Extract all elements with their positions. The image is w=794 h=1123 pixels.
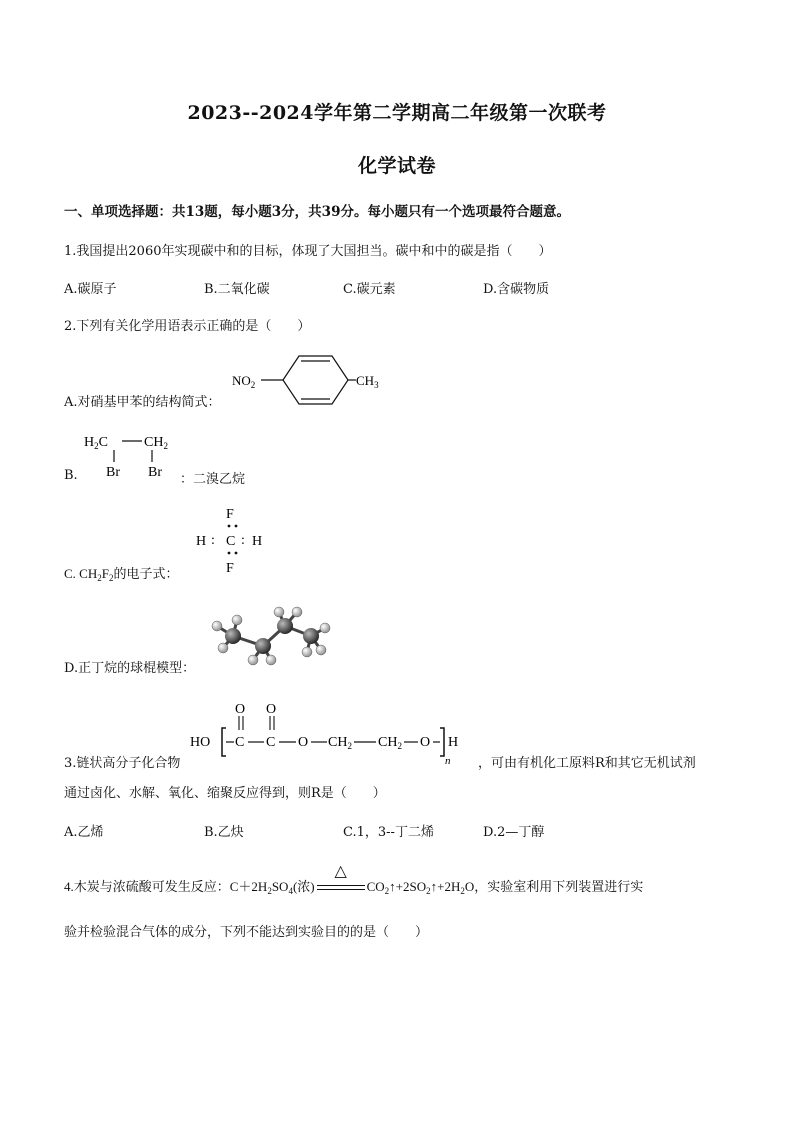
terminal-hydrogen-label: H (448, 735, 459, 750)
question-3-option-b: B.乙炔 (204, 825, 244, 840)
question-2-option-b-suffix: ：二溴乙烷 (180, 472, 246, 487)
fluorine-label: F (226, 507, 234, 522)
question-1-option-c: C.碳元素 (343, 282, 396, 297)
ch2-left-label: $H_2C$ (84, 435, 108, 451)
electron-pair-right: : (241, 533, 245, 548)
question-3-option-d: D.2—丁醇 (483, 825, 545, 840)
question-1-option-b: B.二氧化碳 (204, 282, 270, 297)
question-4-equation-line: 4.木炭与浓硫酸可发生反应：$C+2H_2SO_4$(浓) △ $CO_2↑+2SO_2↑+2H_2O$，实验室利用下列装置进行实 (64, 863, 644, 896)
carbonyl-carbon-label: C (266, 735, 276, 750)
ether-oxygen-label: O (420, 735, 431, 750)
electron-pair-left: : (211, 533, 215, 548)
carbonyl-carbon-label: C (235, 735, 245, 750)
question-4-line-2: 验并检验混合气体的成分，下列不能达到实验目的的是（ ） (64, 925, 429, 940)
question-2-option-c: C. $CH_2F_2$的电子式： (64, 566, 179, 583)
bromine-label: Br (106, 465, 120, 480)
reaction-condition-arrow (315, 863, 367, 895)
ch2-right-label: $CH_2$ (144, 435, 168, 451)
electron-formula-ch2f2 (192, 500, 278, 578)
nitrotoluene-structure (228, 352, 388, 408)
page-subtitle: 化学试卷 (357, 155, 436, 177)
methyl-group-label: $CH_3$ (356, 373, 379, 390)
butane-ball-stick-model (205, 600, 335, 670)
methylene-label: $CH_2$ (378, 735, 402, 751)
polymer-structure (186, 698, 486, 776)
question-3-option-a: A.乙烯 (64, 825, 104, 840)
methylene-label: $CH_2$ (328, 735, 352, 751)
question-2-option-a: A.对硝基甲苯的结构简式： (64, 395, 221, 410)
question-1-option-d: D.含碳物质 (483, 282, 550, 297)
heating-symbol: △ (334, 863, 347, 881)
question-2-option-d: D.正丁烷的球棍模型： (64, 661, 196, 676)
carbonyl-oxygen-label: O (266, 702, 277, 717)
hydroxyl-label: HO (190, 735, 211, 750)
carbonyl-oxygen-label: O (235, 702, 246, 717)
ester-oxygen-label: O (298, 735, 309, 750)
question-3-prefix: 3.链状高分子化合物 (64, 756, 181, 771)
question-2-option-b-prefix: B. (64, 468, 78, 483)
page-title: 2023--2024学年第二学期高二年级第一次联考 (187, 102, 607, 124)
dibromoethane-structure (82, 428, 192, 484)
fluorine-label: F (226, 561, 234, 576)
section-heading: 一、单项选择题：共13题，每小题3分，共39分。每小题只有一个选项最符合题意。 (64, 204, 570, 220)
hydrogen-label: H (252, 534, 263, 549)
question-3-line-2: 通过卤化、水解、氧化、缩聚反应得到，则R是（ ） (64, 786, 386, 801)
question-3-option-c: C.1，3--丁二烯 (343, 825, 434, 840)
question-1-stem: 1.我国提出2060年实现碳中和的目标，体现了大国担当。碳中和中的碳是指（ ） (64, 244, 552, 259)
repeat-count-label: n (445, 755, 451, 767)
hydrogen-label: H (196, 534, 207, 549)
bromine-label: Br (148, 465, 162, 480)
carbon-label: C (226, 534, 236, 549)
question-1-option-a: A.碳原子 (64, 282, 117, 297)
question-2-stem: 2.下列有关化学用语表示正确的是（ ） (64, 319, 311, 334)
nitro-group-label: $NO_2$ (232, 373, 256, 390)
question-3-suffix: ，可由有机化工原料R和其它无机试剂 (478, 756, 696, 771)
